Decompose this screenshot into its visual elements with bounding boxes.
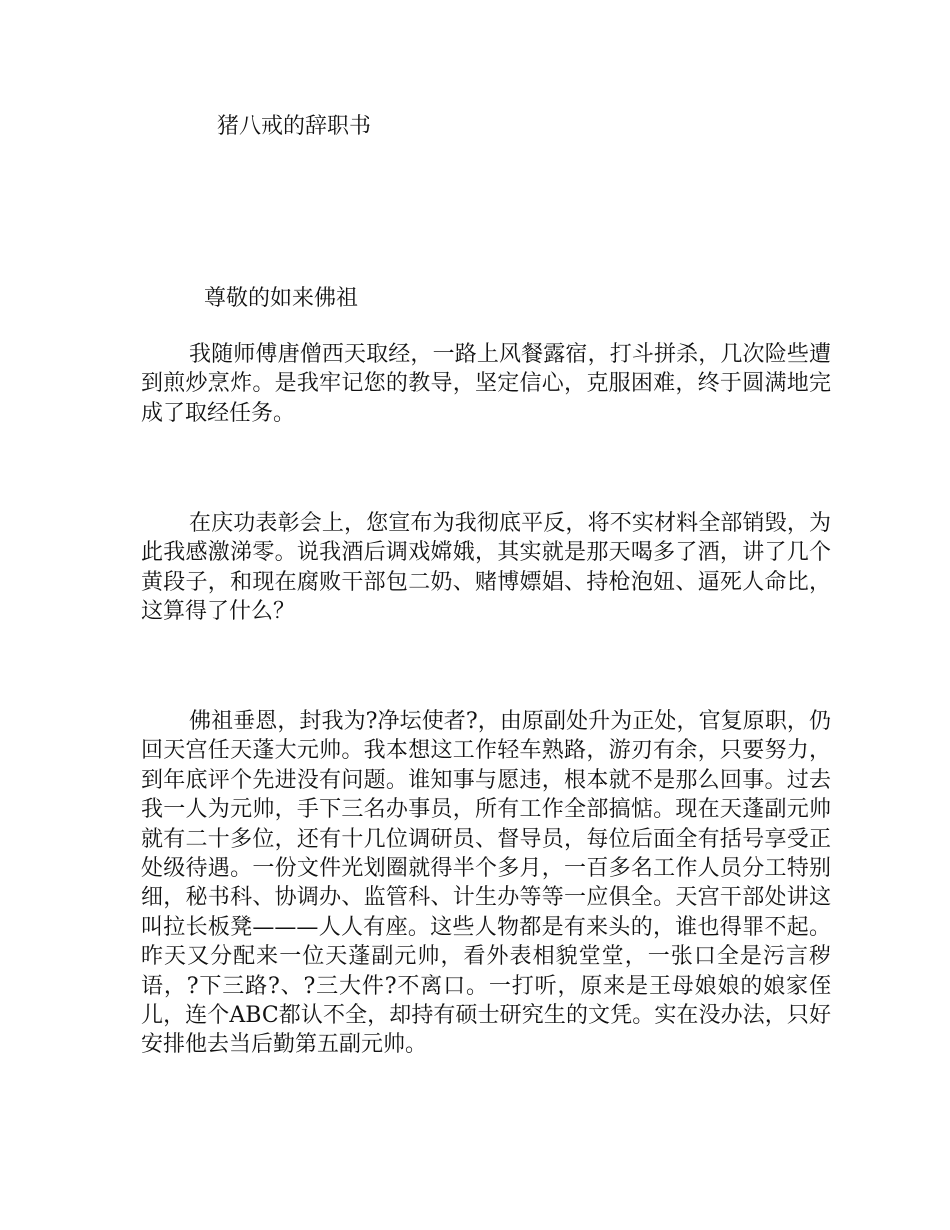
salutation: 尊敬的如来佛祖	[204, 286, 359, 311]
paragraph-1: 我随师傅唐僧西天取经，一路上风餐露宿，打斗拼杀，几次险些遭到煎炒烹炸。是我牢记您的教导，坚定信心，克服困难，终于圆满地完成了取经任务。	[141, 342, 831, 426]
paragraph-3: 佛祖垂恩，封我为?净坛使者?，由原副处升为正处，官复原职，仍回天宫任天蓬大元帅。我本想这工作轻车熟路，游刃有余，只要努力，到年底评个先进没有问题。谁知事与愿违，根本就不是那么回事。过去我一人为元帅，手下三名办事员，所有工作全部搞惦。现在天蓬副元帅就有二十多位，还有十几位调研员、督导员，每位后面全有括号享受正处级待遇。一份文件光划圈就得半个多月，一百多名工作人员分工特别细，秘书科、协调办、监管科、计生办等等一应俱全。天宫干部处讲这叫拉长板凳———人人有座。这些人物都是有来头的，谁也得罪不起。昨天又分配来一位天蓬副元帅，看外表相貌堂堂，一张口全是污言秽语，?下三路?、?三大件?不离口。一打听，原来是王母娘娘的娘家侄儿，连个ABC都认不全，却持有硕士研究生的文凭。实在没办法，只好安排他去当后勤第五副元帅。	[141, 709, 831, 1058]
document-title: 猪八戒的辞职书	[217, 114, 372, 139]
paragraph-2: 在庆功表彰会上，您宣布为我彻底平反，将不实材料全部销毁，为此我感激涕零。说我酒后调戏嫦娥，其实就是那天喝多了酒，讲了几个黄段子，和现在腐败干部包二奶、赌博嫖娼、持枪泡妞、逼死人命比，这算得了什么？	[141, 511, 831, 625]
